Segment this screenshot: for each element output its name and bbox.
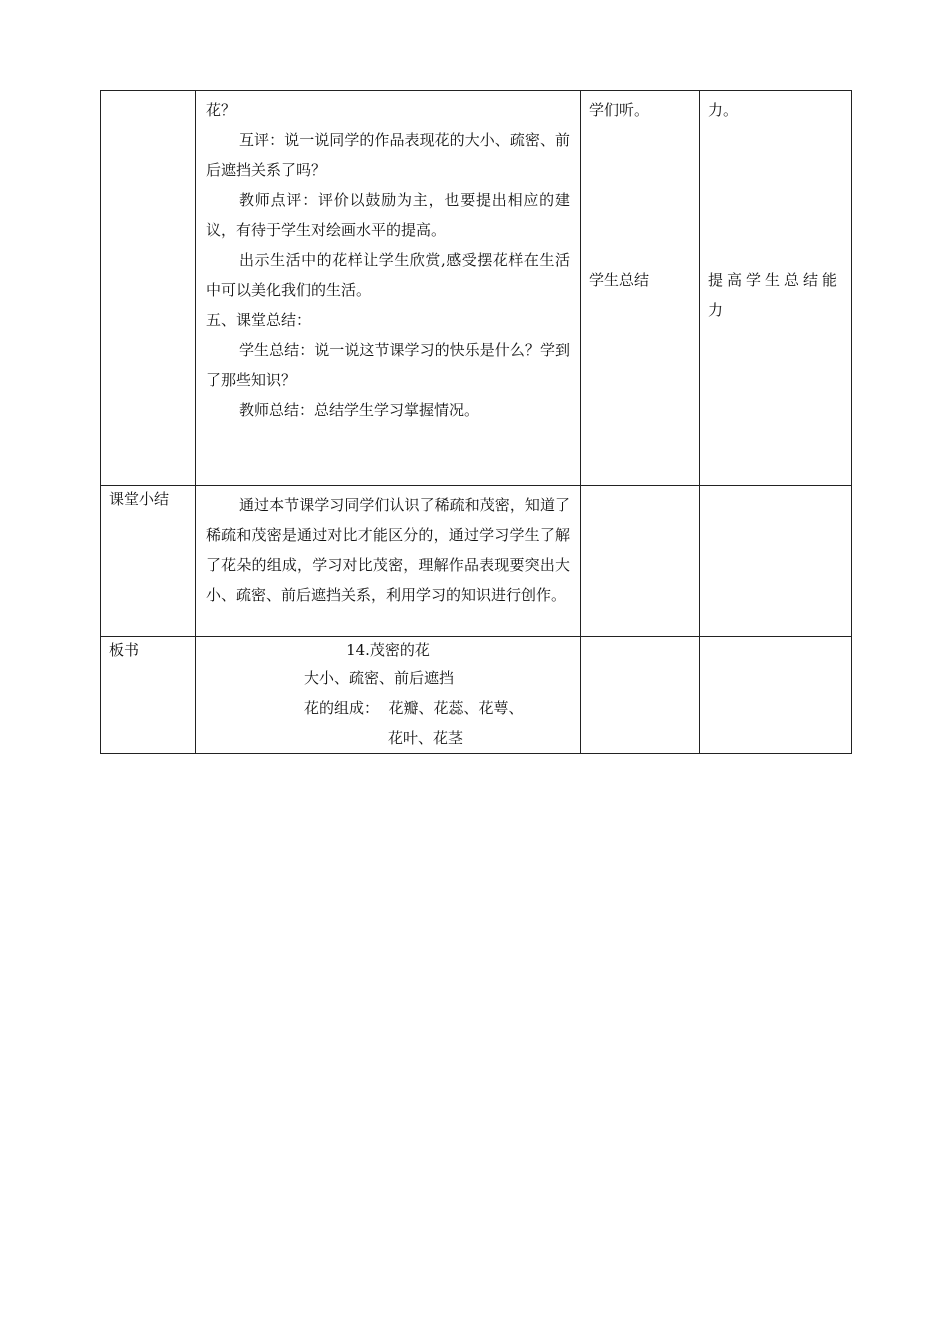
board-empty-cell: [700, 637, 852, 754]
content-line: 花？: [206, 101, 237, 119]
student-activity-text: 学生总结: [589, 271, 650, 289]
summary-empty-cell: [581, 486, 700, 637]
summary-empty-cell: [700, 486, 852, 637]
lesson-plan-table: [100, 90, 852, 754]
content-paragraph: 互评：说一说同学的作品表现花的大小、疏密、前后遮挡关系了吗？: [206, 131, 570, 179]
board-row: [101, 637, 852, 754]
content-paragraph: 教师点评：评价以鼓励为主，也要提出相应的建议，有待于学生对绘画水平的提高。: [206, 191, 570, 239]
summary-label-cell: [101, 486, 196, 637]
process-row: [101, 91, 852, 486]
board-content-cell: [196, 637, 581, 754]
summary-text: 通过本节课学习同学们认识了稀疏和茂密，知道了稀疏和茂密是通过对比才能区分的，通过学习学生了解了花朵的组成，学习对比茂密，理解作品表现要突出大小、疏密、前后遮挡关系，利用学习的知识进行创作。: [206, 496, 570, 604]
summary-content-cell: [196, 486, 581, 637]
content-paragraph: 学生总结：说一说这节课学习的快乐是什么？学到了那些知识？: [206, 341, 570, 389]
board-label: 板书: [109, 641, 140, 659]
board-title: 14.茂密的花: [346, 641, 430, 659]
summary-row: [101, 486, 852, 637]
design-purpose-cell: [700, 91, 852, 486]
board-line: 花叶、花茎: [388, 729, 464, 747]
student-activity-cell: [581, 91, 700, 486]
student-activity-text: 学们听。: [589, 101, 650, 119]
summary-label: 课堂小结: [109, 490, 170, 508]
board-empty-cell: [581, 637, 700, 754]
section-heading: 五、课堂总结：: [206, 311, 312, 329]
content-paragraph: 教师总结：总结学生学习掌握情况。: [239, 401, 480, 419]
board-label-cell: [101, 637, 196, 754]
board-line: 大小、疏密、前后遮挡: [304, 669, 455, 687]
process-content-cell: [196, 91, 581, 486]
board-line: 花的组成： 花瓣、花蕊、花萼、: [304, 699, 524, 717]
process-label-cell: [101, 91, 196, 486]
content-paragraph: 出示生活中的花样让学生欣赏,感受摆花样在生活中可以美化我们的生活。: [206, 251, 570, 299]
design-purpose-text: 力。: [708, 101, 739, 119]
design-purpose-text: 提高学生总结能力: [708, 271, 842, 319]
